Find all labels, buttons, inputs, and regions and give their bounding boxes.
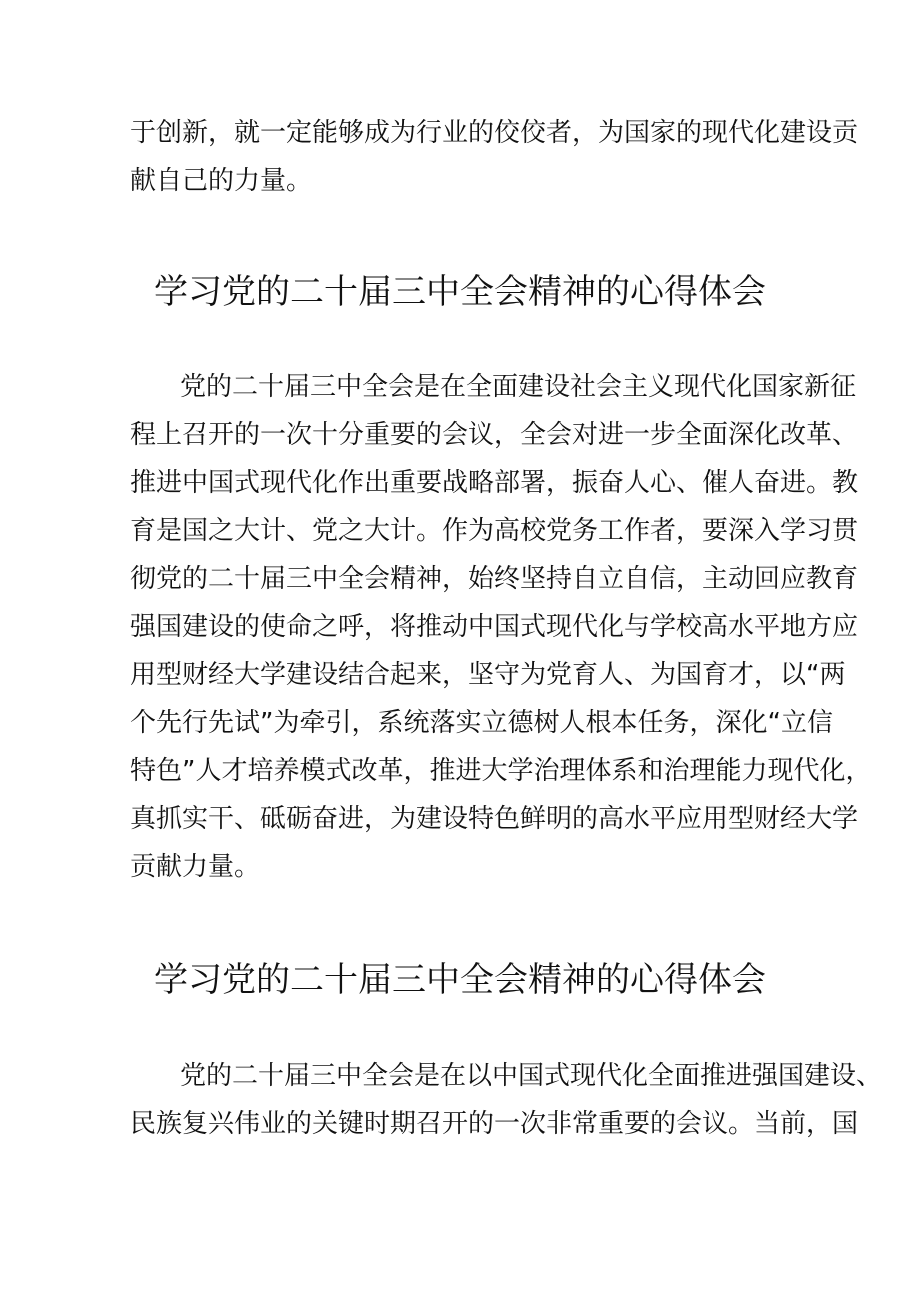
section-1-line-4: 育是国之大计、党之大计。作为高校党务工作者，要深入学习贯 (130, 516, 859, 546)
section-1-title: 学习党的二十届三中全会精神的心得体会 (154, 272, 766, 312)
intro-line-2: 献自己的力量。 (130, 166, 313, 196)
section-1-line-8: 个先行先试”为牵引，系统落实立德树人根本任务，深化“立信 (130, 708, 833, 738)
section-2-line-1: 党的二十届三中全会是在以中国式现代化全面推进强国建设、 (180, 1061, 883, 1091)
section-2-title: 学习党的二十届三中全会精神的心得体会 (154, 960, 766, 1000)
section-1-line-2: 程上召开的一次十分重要的会议，全会对进一步全面深化改革、 (130, 420, 859, 450)
section-1-line-11: 贡献力量。 (130, 852, 261, 882)
section-1-line-5: 彻党的二十届三中全会精神，始终坚持自立自信，主动回应教育 (130, 564, 859, 594)
section-1-line-1: 党的二十届三中全会是在全面建设社会主义现代化国家新征 (180, 372, 857, 402)
section-1-line-9: 特色”人才培养模式改革，推进大学治理体系和治理能力现代化， (130, 756, 872, 786)
intro-line-1: 于创新，就一定能够成为行业的佼佼者，为国家的现代化建设贡 (130, 118, 859, 148)
section-1-line-3: 推进中国式现代化作出重要战略部署，振奋人心、催人奋进。教 (130, 468, 859, 498)
section-1-line-6: 强国建设的使命之呼，将推动中国式现代化与学校高水平地方应 (130, 612, 859, 642)
section-1-line-7: 用型财经大学建设结合起来，坚守为党育人、为国育才，以“两 (130, 660, 846, 690)
section-2-line-2: 民族复兴伟业的关键时期召开的一次非常重要的会议。当前，国 (130, 1109, 859, 1139)
section-1-line-10: 真抓实干、砥砺奋进，为建设特色鲜明的高水平应用型财经大学 (130, 804, 859, 834)
